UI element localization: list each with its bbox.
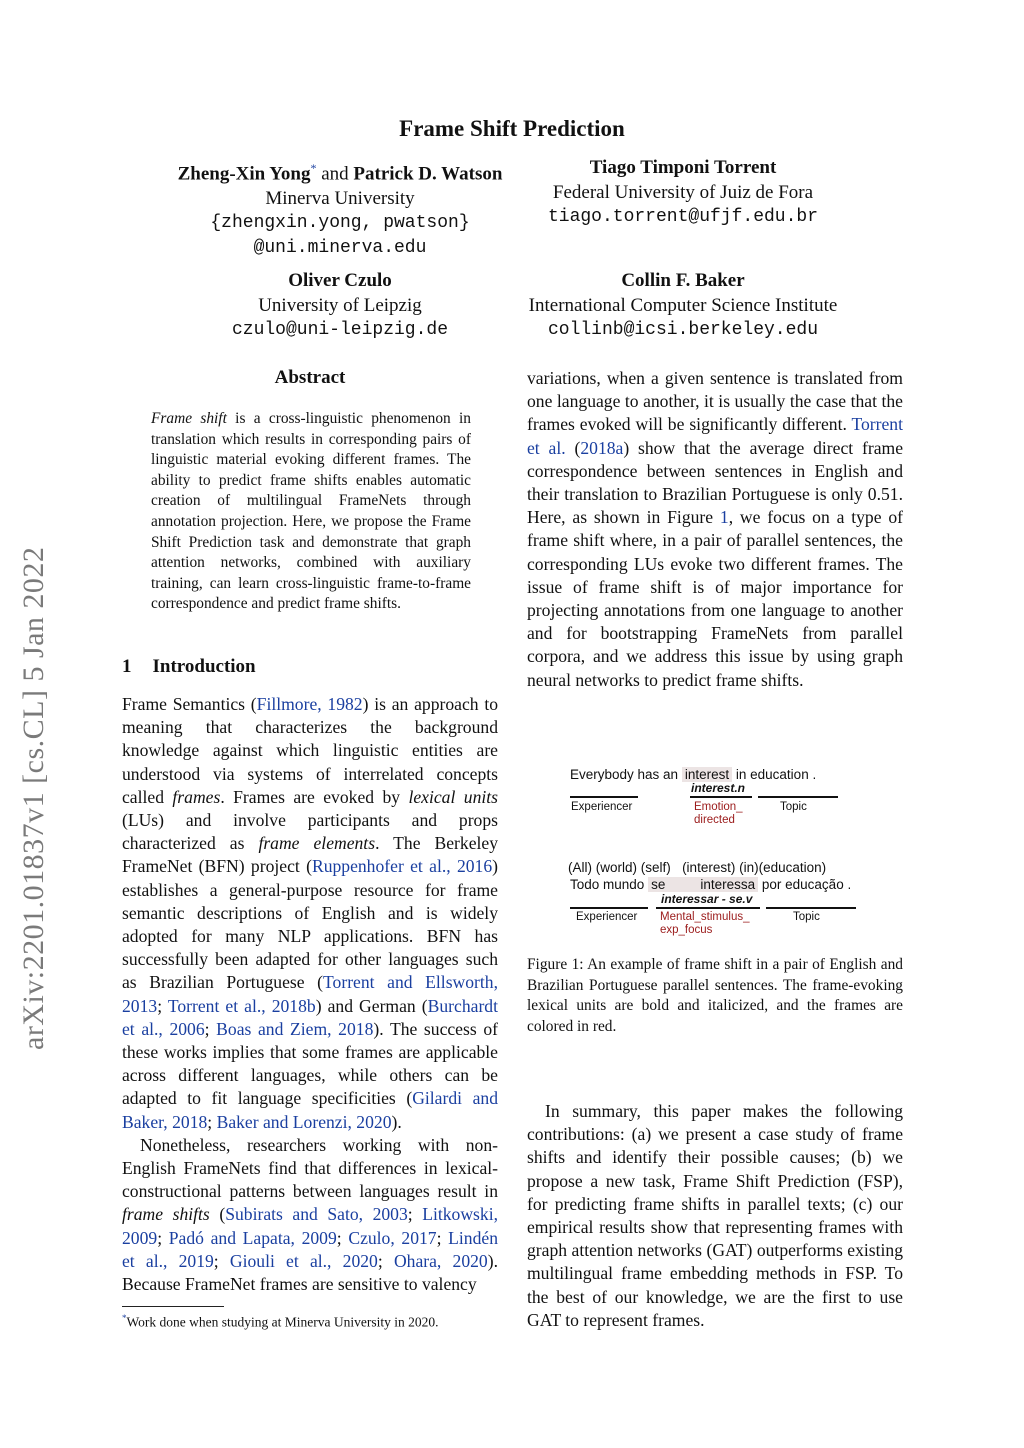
frame-line: Emotion_ [694, 801, 743, 813]
en-fe-label: Topic [780, 801, 807, 813]
en-period: . [812, 767, 817, 782]
footnote-text: Work done when studying at Minerva University in 2020. [126, 1314, 439, 1330]
text-run: ) and German ( [315, 995, 428, 1016]
figure-caption: Figure 1: An example of frame shift in a pair of English and Brazilian Portuguese parallel sentences. The frame-evoking lexical units are bold and italicized, and the frames are colored in red. [527, 956, 903, 1035]
pt-gloss-row [568, 860, 826, 875]
right-column-body [527, 367, 903, 692]
pt-fe-bracket [766, 907, 856, 909]
paragraph [122, 693, 498, 1134]
citation-link[interactable]: Baker and Lorenzi, 2020 [216, 1111, 392, 1132]
section-heading [122, 656, 256, 678]
text-run: ; [157, 995, 168, 1016]
abstract-body [151, 409, 471, 615]
citation-link[interactable]: Subirats and Sato, 2003 [225, 1204, 408, 1225]
text-run: ; [407, 1204, 423, 1225]
abstract-text: is a cross-linguistic phenomenon in translation which results in corresponding pairs of linguistic material evoking different frames. The ability to predict frame shifts enables automatic creation of multilingual FrameNets through annotation projection. Here, we propose the Frame Shift Prediction task and demonstrate that graph attention networks, combined with auxiliary training, can learn cross-linguistic frame-to-frame correspondence and predict frame shifts. [151, 410, 471, 613]
text-run: ). Because FrameNet frames are sensitive to valency [122, 1250, 498, 1295]
section-number: 1 [122, 656, 132, 677]
citation-link[interactable]: Padó and Lapata, 2009 [168, 1227, 337, 1248]
italic-term: frames [172, 786, 221, 807]
author-affiliation: International Computer Science Institute [528, 294, 838, 316]
citation-link[interactable]: Gilardi and Baker, 2018 [122, 1088, 498, 1132]
text-run: ; [157, 1227, 169, 1248]
footnote [122, 1313, 439, 1331]
author-group-minerva [140, 156, 540, 260]
author-affiliation: University of Leipzig [258, 294, 422, 316]
figure-ref-link[interactable]: 1 [719, 507, 729, 528]
citation-link[interactable]: Ruppenhofer et al., 2016 [311, 856, 493, 877]
author-group-leipzig [190, 269, 490, 343]
text-run: ; [213, 1250, 230, 1271]
paper-title: Frame Shift Prediction [399, 116, 625, 141]
text-run: . The Berkeley FrameNet (BFN) project ( [122, 833, 499, 877]
paragraph [122, 1134, 498, 1296]
author-and: and [316, 163, 354, 185]
citation-link[interactable]: Torrent et al., 2018b [167, 995, 316, 1016]
pt-fe-bracket [570, 907, 648, 909]
citation-link[interactable]: Torrent and Ellsworth, 2013 [122, 972, 498, 1016]
footnote-rule [122, 1306, 224, 1307]
author-affiliation: Federal University of Juiz de Fora [552, 181, 814, 203]
author-name: Zheng-Xin Yong [177, 163, 311, 185]
text-run: ( [565, 437, 581, 458]
en-word: Everybody has an [570, 767, 679, 782]
text-run: ; [204, 1018, 217, 1039]
citation-link[interactable]: Ohara, 2020 [393, 1250, 488, 1271]
author-email: czulo@uni-leipzig.de [231, 320, 449, 340]
text-run: ) show that the average direct frame correspondence between sentences in English and their translation to Brazilian Portuguese is only 0.51. Here, as shown in Figure [527, 437, 903, 528]
text-run: ) is an approach to meaning that characterizes the background knowledge against which linguistic entities are understood via systems of interrelated concepts called [122, 694, 499, 807]
figure-1 [560, 760, 900, 950]
text-run: (LUs) and involve participants and props characterized as [122, 810, 498, 854]
footnote-mark: * [122, 1313, 127, 1323]
author-email: {zhengxin.yong, pwatson} [210, 213, 470, 234]
citation-link[interactable]: Fillmore, 1982 [256, 694, 363, 714]
pt-sentence [570, 877, 851, 892]
abstract-term: Frame shift [151, 410, 227, 427]
text-run: ; [377, 1250, 394, 1271]
text-run: ; [436, 1227, 449, 1248]
en-fe-bracket [570, 796, 638, 798]
pt-gloss: (interest) [682, 860, 736, 875]
pt-lexical-unit: interessar - se.v [661, 892, 753, 906]
en-lu-word: interest [682, 767, 732, 782]
italic-term: frame shifts [122, 1204, 210, 1225]
citation-link[interactable]: Burchardt et al., 2006 [122, 995, 498, 1039]
pt-gloss: (in)(education) [739, 860, 827, 875]
text-run: ( [209, 1204, 226, 1225]
pt-lu-bracket [656, 907, 760, 909]
en-fe-bracket [758, 796, 838, 798]
pt-lu-word: se [648, 877, 697, 892]
citation-link[interactable]: Czulo, 2017 [348, 1227, 437, 1248]
en-frame-label [694, 801, 743, 827]
abstract-heading: Abstract [274, 367, 346, 388]
author-email: @uni.minerva.edu [253, 237, 427, 258]
pt-fe-label: Experiencer [576, 911, 638, 923]
pt-word: Todo mundo [570, 877, 645, 892]
pt-fe-label: Topic [793, 911, 820, 923]
footnote-mark[interactable]: * [310, 161, 317, 175]
text-run: , we focus on a type of frame shift where, in a pair of parallel sentences, the corresponding LUs evoke two different frames. The issue of frame shift is of major importance for projecting annotations from one language to another and for bootstrapping FrameNets from parallel corpora, and we address this issue by using graph neural networks to predict frame shifts. [527, 507, 903, 690]
arxiv-identifier: arXiv:2201.01837v1 [cs.CL] 5 Jan 2022 [17, 546, 50, 1050]
summary-paragraph: In summary, this paper makes the following contributions: (a) we present a case study of frame shifts and identify their possible causes; (b) we propose a new task, Frame Shift Prediction (FSP), for predicting frame shifts in parallel texts; (c) our empirical results show that representing frames with graph attention networks (GAT) outperforms existing multilingual frame embedding methods in FSP. To the best of our knowledge, we are the first to use GAT to represent frames. [527, 1101, 903, 1330]
text-run: Frame Semantics ( [122, 694, 257, 714]
frame-line: directed [694, 814, 735, 826]
citation-link[interactable]: 2018a [580, 437, 624, 458]
left-column-body [122, 693, 498, 1296]
text-run: variations, when a given sentence is translated from one language to another, it is usually the case that the frames evoked will be significantly different. [527, 368, 903, 435]
author-name: Oliver Czulo [288, 270, 392, 291]
italic-term: lexical units [408, 786, 498, 807]
author-name: Patrick D. Watson [353, 163, 503, 185]
pt-lu-word: interessa [697, 877, 758, 892]
pt-gloss: (All) [568, 860, 592, 875]
author-group-icsi [503, 269, 863, 343]
text-run: ). The success of these works implies that some frames are applicable across different languages, while others can be adapted to fit language specificities ( [122, 1018, 498, 1109]
author-email: collinb@icsi.berkeley.edu [547, 320, 819, 340]
en-lexical-unit: interest.n [691, 781, 746, 795]
section-title: Introduction [152, 656, 256, 677]
author-email: tiago.torrent@ufjf.edu.br [547, 207, 819, 227]
en-fe-label: Experiencer [571, 801, 633, 813]
citation-link[interactable]: Litkowski, 2009 [122, 1204, 498, 1248]
text-run: . Frames are evoked by [220, 786, 409, 807]
text-run: ) establishes a general-purpose resource for frame semantic descriptions of English and is widely adopted for many NLP applications. BFN has successfully been adapted for other languages such as Brazilian Portuguese ( [122, 856, 498, 993]
pt-gloss: (world) [595, 860, 638, 875]
text-run: ; [207, 1111, 217, 1132]
frame-line: Mental_stimulus_ [660, 911, 750, 923]
citation-link[interactable]: Giouli et al., 2020 [229, 1250, 378, 1271]
citation-link[interactable]: Torrent et al. [527, 414, 903, 458]
text-run: ). [391, 1111, 402, 1132]
author-group-ufjf [503, 156, 863, 230]
pt-period: . [847, 877, 852, 892]
citation-link[interactable]: Lindén et al., 2019 [122, 1227, 499, 1271]
en-lu-bracket [690, 796, 752, 798]
citation-link[interactable]: Boas and Ziem, 2018 [216, 1018, 374, 1039]
italic-term: frame elements [258, 833, 376, 854]
author-name: Tiago Timponi Torrent [589, 157, 777, 178]
author-affiliation: Minerva University [265, 187, 415, 209]
frame-line: exp_focus [660, 924, 713, 936]
pt-word: por educação [761, 877, 844, 892]
en-word: in education [735, 767, 809, 782]
pt-gloss: (self) [640, 860, 671, 875]
pt-frame-label [660, 911, 749, 937]
text-run: Nonetheless, researchers working with non-English FrameNets find that differences in lexical-constructional patterns between languages result in [122, 1134, 498, 1202]
author-name: Collin F. Baker [621, 270, 745, 291]
text-run: ; [336, 1227, 349, 1248]
en-sentence [570, 767, 816, 782]
